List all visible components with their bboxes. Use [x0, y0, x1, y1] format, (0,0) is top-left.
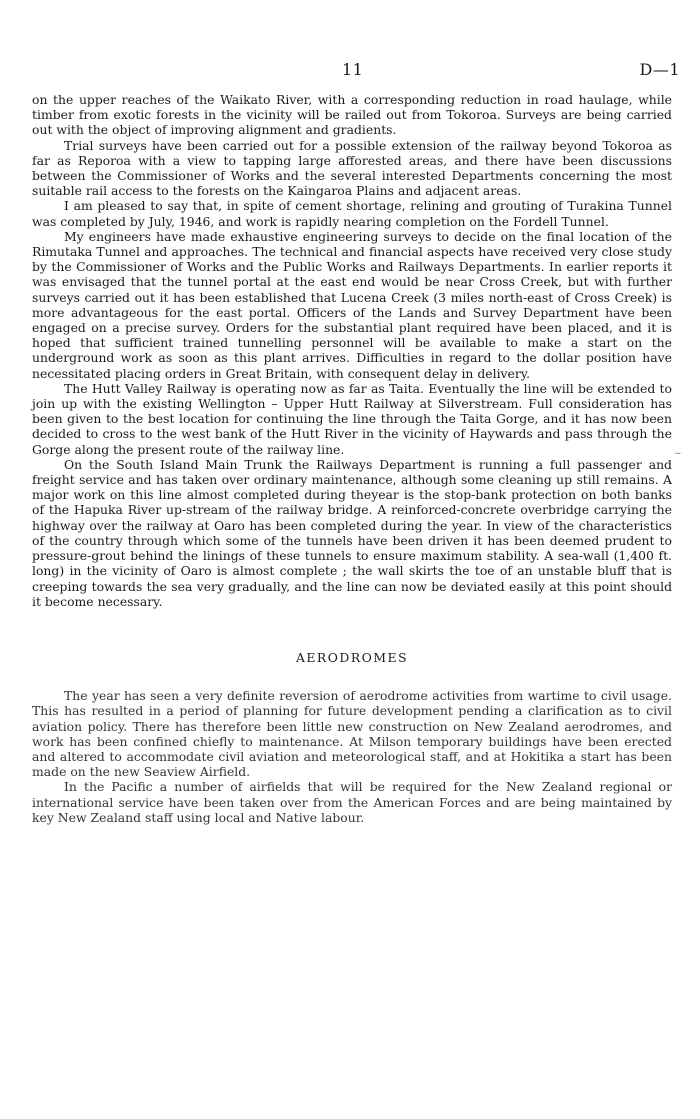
paragraph-south-island-main-trunk: On the South Island Main Trunk the Railways Department is running a full passenger and freight service and has taken over ordinary maintenance, although some cleaning up still remains. A major work on this line almost completed during theyear is the stop-bank protection on both banks of the Hapuka River up-stream of the railway bridge. A reinforced-concrete overbridge carrying the highway over the railway at Oaro has been completed during the year. In view of the characteristics of the country through which some of the tunnels have been driven it has been deemed prudent to pressure-grout behind the linings of these tunnels to ensure maximum stability. A sea-wall (1,400 ft. long) in the vicinity of Oaro is almost complete ; the wall skirts the toe of an unstable bluff that is creeping towards the sea very gradually, and the line can now be deviated easily at this point should it become necessary.	[32, 456, 672, 609]
section-heading-aerodromes: AERODROMES	[295, 649, 409, 665]
paragraph-aerodromes-civil-usage: The year has seen a very definite reversion of aerodrome activities from wartime to civil usage. This has resulted in a period of planning for future development pending a clarification as to civil aviation policy. There has therefore been little new construction on New Zealand aerodromes, and work has been confined chiefly to maintenance. At Milson temporary buildings have been erected and altered to accommodate civil aviation and meteorological staff, and at Hokitika a start has been made on the new Seaview Airfield.	[32, 688, 672, 780]
page-number: 11	[342, 60, 364, 79]
paragraph-pacific-airfields: In the Pacific a number of airfields that will be required for the New Zealand regional or international service have been taken over from the American Forces and are being maintained by key New Zealand staff using local and Native labour.	[32, 779, 672, 825]
paragraph-rimutaka-tunnel: My engineers have made exhaustive engineering surveys to decide on the final location of the Rimutaka Tunnel and approaches. The technical and financial aspects have received very close study by the Commissioner of Works and the Public Works and Railways Departments. In earlier reports it was envisaged that the tunnel portal at the east end would be near Cross Creek, but with further surveys carried out it has been established that Lucena Creek (3 miles north-east of Cross Creek) is more advantageous for the east portal. Officers of the Lands and Survey Department have been engaged on a precise survey. Orders for the substantial plant required have been placed, and it is hoped that sufficient trained tunnelling personnel will be available to make a start on the underground work as soon as this plant arrives. Difficulties in regard to the dollar position have necessitated placing orders in Great Britain, with consequent delay in delivery.	[32, 228, 672, 381]
paragraph-turakina-tunnel: I am pleased to say that, in spite of cement shortage, relining and grouting of Turakina Tunnel was completed by July, 1946, and work is rapidly nearing completion on the Fordell Tunnel.	[32, 198, 672, 229]
page-header	[32, 60, 680, 84]
document-code: D—1	[639, 60, 680, 79]
paragraph-waikato-continuation: on the upper reaches of the Waikato River, with a corresponding reduction in road haulage, while timber from exotic forests in the vicinity will be railed out from Tokoroa. Surveys are being carried out with the object of improving alignment and gradients.	[32, 92, 672, 138]
paragraph-hutt-valley-railway: The Hutt Valley Railway is operating now as far as Taita. Eventually the line will be extended to join up with the existing Wellington – Upper Hutt Railway at Silverstream. Full consideration has been given to the best location for continuing the line through the Taita Gorge, and it has now been decided to cross to the west bank of the Hutt River in the vicinity of Haywards and pass through the Gorge along the present route of the railway line.	[32, 380, 672, 457]
margin-mark: ~	[674, 449, 682, 459]
body-text	[32, 92, 672, 825]
document-page	[32, 0, 680, 1119]
paragraph-trial-surveys: Trial surveys have been carried out for a possible extension of the railway beyond Tokoroa as far as Reporoa with a view to tapping large afforested areas, and there have been discussions between the Commissioner of Works and the several interested Departments concerning the most suitable rail access to the forests on the Kaingaroa Plains and adjacent areas.	[32, 137, 672, 199]
